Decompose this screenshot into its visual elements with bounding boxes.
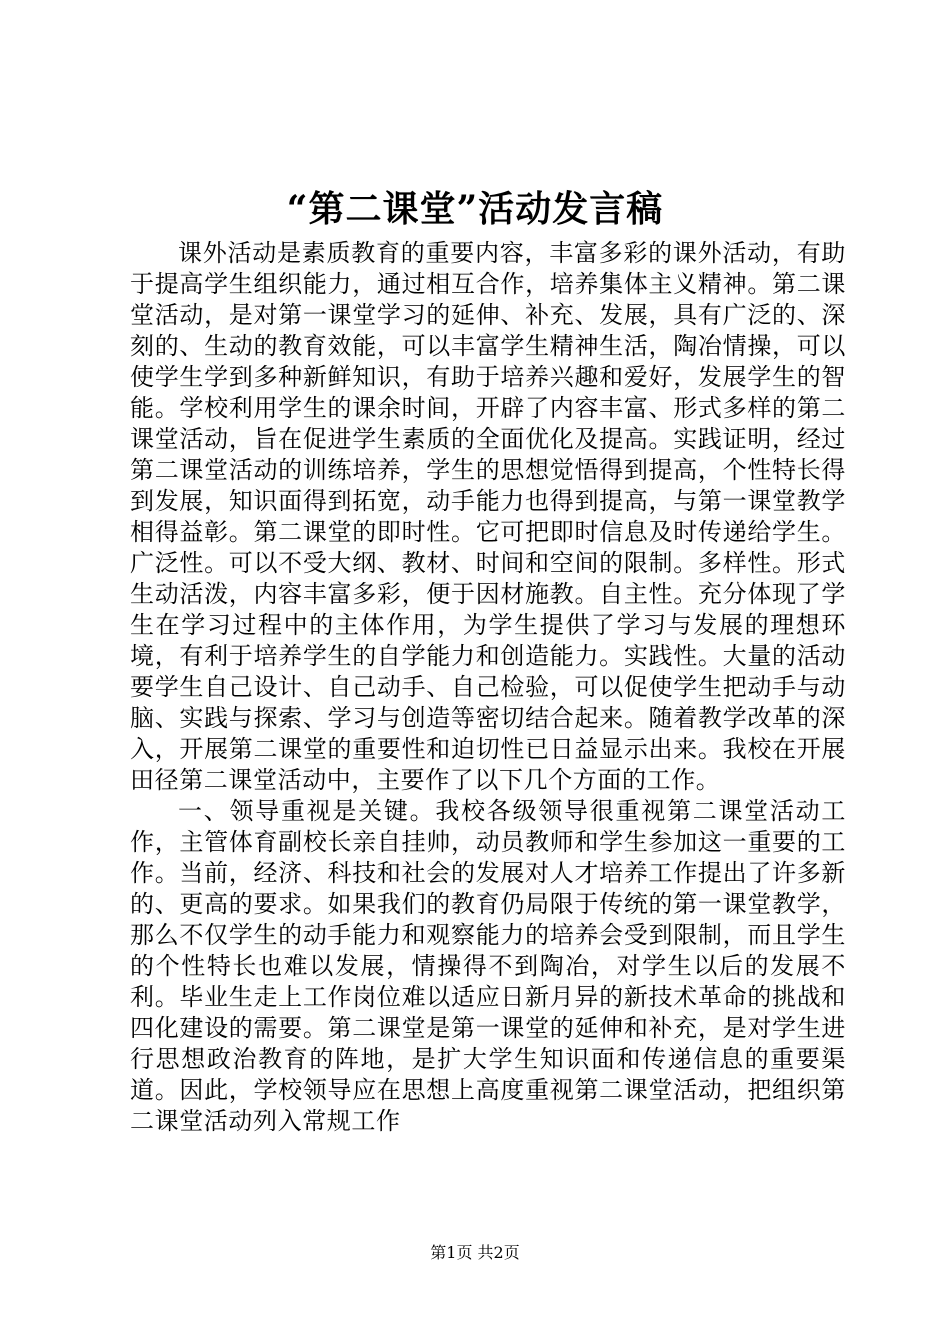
page-number-footer: 第1页 共2页 bbox=[430, 1243, 520, 1262]
document-title: “第二课堂”活动发言稿 bbox=[286, 188, 664, 230]
document-body bbox=[130, 238, 846, 1137]
paragraph-leadership: 一、领导重视是关键。我校各级领导很重视第二课堂活动工作，主管体育副校长亲自挂帅，动员教师和学生参加这一重要的工作。当前，经济、科技和社会的发展对人才培养工作提出了许多新的、更高的要求。如果我们的教育仍局限于传统的第一课堂教学，那么不仅学生的动手能力和观察能力的培养会受到限制，而且学生的个性特长也难以发展，情操得不到陶冶，对学生以后的发展不利。毕业生走上工作岗位难以适应日新月异的新技术革命的挑战和四化建设的需要。第二课堂是第一课堂的延伸和补充，是对学生进行思想政治教育的阵地，是扩大学生知识面和传递信息的重要渠道。因此，学校领导应在思想上高度重视第二课堂活动，把组织第二课堂活动列入常规工作 bbox=[130, 797, 846, 1135]
paragraph-intro: 课外活动是素质教育的重要内容，丰富多彩的课外活动，有助于提高学生组织能力，通过相互合作，培养集体主义精神。第二课堂活动，是对第一课堂学习的延伸、补充、发展，具有广泛的、深刻的、生动的教育效能，可以丰富学生精神生活，陶冶情操，可以使学生学到多种新鲜知识，有助于培养兴趣和爱好，发展学生的智能。学校利用学生的课余时间，开辟了内容丰富、形式多样的第二课堂活动，旨在促进学生素质的全面优化及提高。实践证明，经过第二课堂活动的训练培养，学生的思想觉悟得到提高，个性特长得到发展，知识面得到拓宽，动手能力也得到提高，与第一课堂教学相得益彰。第二课堂的即时性。它可把即时信息及时传递给学生。广泛性。可以不受大纲、教材、时间和空间的限制。多样性。形式生动活泼，内容丰富多彩，便于因材施教。自主性。充分体现了学生在学习过程中的主体作用，为学生提供了学习与发展的理想环境，有利于培养学生的自学能力和创造能力。实践性。大量的活动要学生自己设计、自己动手、自己检验，可以促使学生把动手与动脑、实践与探索、学习与创造等密切结合起来。随着教学改革的深入，开展第二课堂的重要性和迫切性已日益显示出来。我校在开展田径第二课堂活动中，主要作了以下几个方面的工作。 bbox=[130, 239, 846, 794]
